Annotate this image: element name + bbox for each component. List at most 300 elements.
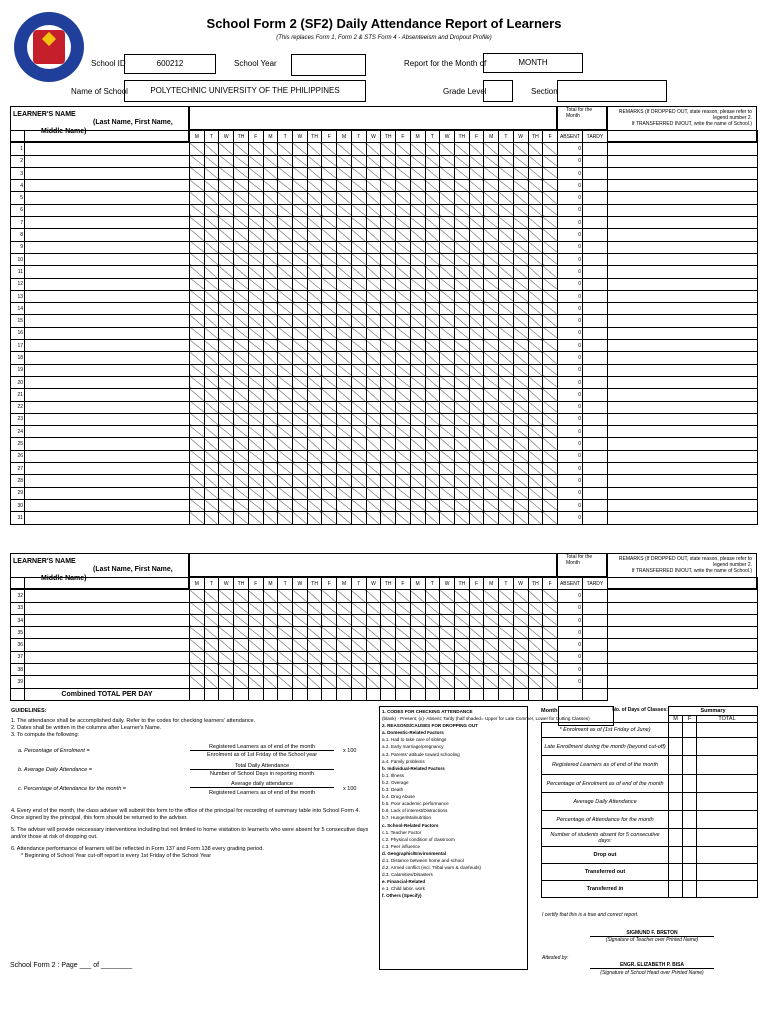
attendance-cell[interactable] xyxy=(410,241,425,253)
attendance-cell[interactable] xyxy=(440,253,455,265)
attendance-cell[interactable] xyxy=(190,204,205,216)
remarks-cell[interactable] xyxy=(607,303,757,315)
attendance-cell[interactable] xyxy=(499,192,514,204)
attendance-cell[interactable] xyxy=(322,475,337,487)
attendance-cell[interactable] xyxy=(469,167,484,179)
attendance-cell[interactable] xyxy=(396,340,411,352)
attendance-cell[interactable] xyxy=(381,241,396,253)
attendance-cell[interactable] xyxy=(263,327,278,339)
attendance-cell[interactable] xyxy=(366,340,381,352)
attendance-cell[interactable] xyxy=(219,499,234,511)
attendance-cell[interactable] xyxy=(219,512,234,524)
attendance-cell[interactable] xyxy=(322,426,337,438)
attendance-cell[interactable] xyxy=(263,376,278,388)
attendance-cell[interactable] xyxy=(513,192,528,204)
remarks-cell[interactable] xyxy=(607,639,757,651)
attendance-cell[interactable] xyxy=(204,241,219,253)
attendance-cell[interactable] xyxy=(263,627,278,639)
attendance-cell[interactable] xyxy=(381,463,396,475)
attendance-cell[interactable] xyxy=(396,253,411,265)
remarks-cell[interactable] xyxy=(607,426,757,438)
attendance-cell[interactable] xyxy=(543,676,558,688)
learner-name-cell[interactable] xyxy=(25,303,190,315)
attendance-cell[interactable] xyxy=(410,352,425,364)
remarks-cell[interactable] xyxy=(607,676,757,688)
attendance-cell[interactable] xyxy=(410,167,425,179)
attendance-cell[interactable] xyxy=(248,614,263,626)
attendance-cell[interactable] xyxy=(484,229,499,241)
attendance-cell[interactable] xyxy=(293,204,308,216)
attendance-cell[interactable] xyxy=(381,143,396,155)
attendance-cell[interactable] xyxy=(543,229,558,241)
learner-name-cell[interactable] xyxy=(25,651,190,663)
attendance-cell[interactable] xyxy=(410,438,425,450)
attendance-cell[interactable] xyxy=(543,602,558,614)
attendance-cell[interactable] xyxy=(528,241,543,253)
attendance-cell[interactable] xyxy=(337,590,352,602)
attendance-cell[interactable] xyxy=(440,639,455,651)
attendance-cell[interactable] xyxy=(204,676,219,688)
attendance-cell[interactable] xyxy=(322,352,337,364)
attendance-cell[interactable] xyxy=(219,364,234,376)
attendance-cell[interactable] xyxy=(322,278,337,290)
attendance-cell[interactable] xyxy=(440,241,455,253)
attendance-cell[interactable] xyxy=(528,639,543,651)
summary-total-cell[interactable] xyxy=(697,775,758,793)
attendance-cell[interactable] xyxy=(440,512,455,524)
attendance-cell[interactable] xyxy=(219,180,234,192)
attendance-cell[interactable] xyxy=(351,303,366,315)
attendance-cell[interactable] xyxy=(499,180,514,192)
attendance-cell[interactable] xyxy=(425,463,440,475)
attendance-cell[interactable] xyxy=(396,290,411,302)
attendance-cell[interactable] xyxy=(204,590,219,602)
attendance-cell[interactable] xyxy=(484,676,499,688)
attendance-cell[interactable] xyxy=(204,278,219,290)
attendance-cell[interactable] xyxy=(204,327,219,339)
tardy-count[interactable] xyxy=(582,676,607,688)
attendance-cell[interactable] xyxy=(322,167,337,179)
attendance-cell[interactable] xyxy=(425,664,440,676)
attendance-cell[interactable] xyxy=(440,676,455,688)
attendance-cell[interactable] xyxy=(351,167,366,179)
attendance-cell[interactable] xyxy=(410,651,425,663)
attendance-cell[interactable] xyxy=(204,303,219,315)
remarks-cell[interactable] xyxy=(607,155,757,167)
attendance-cell[interactable] xyxy=(204,290,219,302)
attendance-cell[interactable] xyxy=(351,676,366,688)
attendance-cell[interactable] xyxy=(381,217,396,229)
attendance-cell[interactable] xyxy=(190,266,205,278)
attendance-cell[interactable] xyxy=(307,590,322,602)
attendance-cell[interactable] xyxy=(513,278,528,290)
attendance-cell[interactable] xyxy=(204,364,219,376)
attendance-cell[interactable] xyxy=(469,241,484,253)
attendance-cell[interactable] xyxy=(484,143,499,155)
attendance-cell[interactable] xyxy=(307,167,322,179)
attendance-cell[interactable] xyxy=(204,664,219,676)
tardy-count[interactable] xyxy=(582,192,607,204)
attendance-cell[interactable] xyxy=(337,614,352,626)
attendance-cell[interactable] xyxy=(543,450,558,462)
attendance-cell[interactable] xyxy=(307,639,322,651)
attendance-cell[interactable] xyxy=(278,651,293,663)
summary-m-cell[interactable] xyxy=(669,738,683,756)
attendance-cell[interactable] xyxy=(396,217,411,229)
school-id-field[interactable]: 600212 xyxy=(124,54,216,74)
attendance-cell[interactable] xyxy=(234,614,249,626)
tardy-count[interactable] xyxy=(582,499,607,511)
attendance-cell[interactable] xyxy=(484,266,499,278)
remarks-cell[interactable] xyxy=(607,413,757,425)
attendance-cell[interactable] xyxy=(484,167,499,179)
attendance-cell[interactable] xyxy=(366,204,381,216)
attendance-cell[interactable] xyxy=(307,364,322,376)
attendance-cell[interactable] xyxy=(190,180,205,192)
attendance-cell[interactable] xyxy=(454,253,469,265)
attendance-cell[interactable] xyxy=(528,143,543,155)
attendance-cell[interactable] xyxy=(307,602,322,614)
attendance-cell[interactable] xyxy=(263,413,278,425)
attendance-cell[interactable] xyxy=(219,340,234,352)
learner-name-cell[interactable] xyxy=(25,590,190,602)
attendance-cell[interactable] xyxy=(381,253,396,265)
attendance-cell[interactable] xyxy=(410,487,425,499)
attendance-cell[interactable] xyxy=(248,229,263,241)
attendance-cell[interactable] xyxy=(248,217,263,229)
attendance-cell[interactable] xyxy=(307,180,322,192)
attendance-cell[interactable] xyxy=(190,253,205,265)
attendance-cell[interactable] xyxy=(484,438,499,450)
attendance-cell[interactable] xyxy=(469,389,484,401)
attendance-cell[interactable] xyxy=(543,327,558,339)
attendance-cell[interactable] xyxy=(293,499,308,511)
attendance-cell[interactable] xyxy=(381,487,396,499)
attendance-cell[interactable] xyxy=(513,401,528,413)
attendance-cell[interactable] xyxy=(278,389,293,401)
attendance-cell[interactable] xyxy=(484,315,499,327)
attendance-cell[interactable] xyxy=(543,278,558,290)
tardy-count[interactable] xyxy=(582,602,607,614)
attendance-cell[interactable] xyxy=(410,290,425,302)
attendance-cell[interactable] xyxy=(278,278,293,290)
attendance-cell[interactable] xyxy=(381,278,396,290)
attendance-cell[interactable] xyxy=(263,303,278,315)
attendance-cell[interactable] xyxy=(322,450,337,462)
attendance-cell[interactable] xyxy=(204,614,219,626)
attendance-cell[interactable] xyxy=(278,450,293,462)
attendance-cell[interactable] xyxy=(337,487,352,499)
attendance-cell[interactable] xyxy=(543,352,558,364)
attendance-cell[interactable] xyxy=(219,327,234,339)
attendance-cell[interactable] xyxy=(499,278,514,290)
attendance-cell[interactable] xyxy=(528,180,543,192)
attendance-cell[interactable] xyxy=(248,340,263,352)
remarks-cell[interactable] xyxy=(607,352,757,364)
attendance-cell[interactable] xyxy=(410,376,425,388)
attendance-cell[interactable] xyxy=(454,364,469,376)
tardy-count[interactable] xyxy=(582,438,607,450)
summary-total-cell[interactable] xyxy=(697,847,758,864)
attendance-cell[interactable] xyxy=(528,253,543,265)
remarks-cell[interactable] xyxy=(607,475,757,487)
learner-name-cell[interactable] xyxy=(25,401,190,413)
remarks-cell[interactable] xyxy=(607,664,757,676)
attendance-cell[interactable] xyxy=(337,376,352,388)
attendance-cell[interactable] xyxy=(219,229,234,241)
attendance-cell[interactable] xyxy=(396,376,411,388)
tardy-count[interactable] xyxy=(582,352,607,364)
attendance-cell[interactable] xyxy=(425,266,440,278)
attendance-cell[interactable] xyxy=(234,389,249,401)
attendance-cell[interactable] xyxy=(499,241,514,253)
attendance-cell[interactable] xyxy=(454,155,469,167)
attendance-cell[interactable] xyxy=(528,229,543,241)
attendance-cell[interactable] xyxy=(469,278,484,290)
attendance-cell[interactable] xyxy=(396,266,411,278)
attendance-cell[interactable] xyxy=(499,340,514,352)
attendance-cell[interactable] xyxy=(381,475,396,487)
attendance-cell[interactable] xyxy=(307,192,322,204)
attendance-cell[interactable] xyxy=(307,143,322,155)
attendance-cell[interactable] xyxy=(484,614,499,626)
attendance-cell[interactable] xyxy=(454,512,469,524)
attendance-cell[interactable] xyxy=(219,602,234,614)
attendance-cell[interactable] xyxy=(543,614,558,626)
attendance-cell[interactable] xyxy=(469,614,484,626)
attendance-cell[interactable] xyxy=(351,266,366,278)
attendance-cell[interactable] xyxy=(219,639,234,651)
attendance-cell[interactable] xyxy=(484,426,499,438)
attendance-cell[interactable] xyxy=(351,364,366,376)
attendance-cell[interactable] xyxy=(278,364,293,376)
attendance-cell[interactable] xyxy=(351,180,366,192)
attendance-cell[interactable] xyxy=(263,664,278,676)
attendance-cell[interactable] xyxy=(293,241,308,253)
attendance-cell[interactable] xyxy=(513,143,528,155)
attendance-cell[interactable] xyxy=(499,639,514,651)
attendance-cell[interactable] xyxy=(499,327,514,339)
attendance-cell[interactable] xyxy=(366,438,381,450)
attendance-cell[interactable] xyxy=(440,167,455,179)
learner-name-cell[interactable] xyxy=(25,676,190,688)
attendance-cell[interactable] xyxy=(425,450,440,462)
attendance-cell[interactable] xyxy=(469,499,484,511)
attendance-cell[interactable] xyxy=(234,303,249,315)
attendance-cell[interactable] xyxy=(204,143,219,155)
attendance-cell[interactable] xyxy=(513,389,528,401)
attendance-cell[interactable] xyxy=(322,192,337,204)
attendance-cell[interactable] xyxy=(248,512,263,524)
attendance-cell[interactable] xyxy=(396,426,411,438)
attendance-cell[interactable] xyxy=(528,364,543,376)
attendance-cell[interactable] xyxy=(513,651,528,663)
attendance-cell[interactable] xyxy=(469,376,484,388)
attendance-cell[interactable] xyxy=(234,192,249,204)
attendance-cell[interactable] xyxy=(396,590,411,602)
attendance-cell[interactable] xyxy=(337,352,352,364)
attendance-cell[interactable] xyxy=(263,438,278,450)
attendance-cell[interactable] xyxy=(440,401,455,413)
attendance-cell[interactable] xyxy=(543,487,558,499)
tardy-count[interactable] xyxy=(582,155,607,167)
attendance-cell[interactable] xyxy=(381,340,396,352)
attendance-cell[interactable] xyxy=(396,204,411,216)
summary-m-cell[interactable] xyxy=(669,829,683,847)
attendance-cell[interactable] xyxy=(528,413,543,425)
attendance-cell[interactable] xyxy=(293,290,308,302)
attendance-cell[interactable] xyxy=(307,664,322,676)
attendance-cell[interactable] xyxy=(484,278,499,290)
attendance-cell[interactable] xyxy=(366,364,381,376)
attendance-cell[interactable] xyxy=(293,590,308,602)
summary-f-cell[interactable] xyxy=(683,793,697,811)
attendance-cell[interactable] xyxy=(337,512,352,524)
learner-name-cell[interactable] xyxy=(25,266,190,278)
attendance-cell[interactable] xyxy=(204,376,219,388)
attendance-cell[interactable] xyxy=(351,290,366,302)
attendance-cell[interactable] xyxy=(190,438,205,450)
attendance-cell[interactable] xyxy=(499,167,514,179)
learner-name-cell[interactable] xyxy=(25,499,190,511)
attendance-cell[interactable] xyxy=(381,315,396,327)
attendance-cell[interactable] xyxy=(454,602,469,614)
attendance-cell[interactable] xyxy=(190,450,205,462)
attendance-cell[interactable] xyxy=(190,167,205,179)
attendance-cell[interactable] xyxy=(337,167,352,179)
attendance-cell[interactable] xyxy=(484,401,499,413)
attendance-cell[interactable] xyxy=(410,664,425,676)
attendance-cell[interactable] xyxy=(425,241,440,253)
attendance-cell[interactable] xyxy=(322,204,337,216)
attendance-cell[interactable] xyxy=(381,327,396,339)
attendance-cell[interactable] xyxy=(219,303,234,315)
attendance-cell[interactable] xyxy=(440,475,455,487)
attendance-cell[interactable] xyxy=(293,676,308,688)
attendance-cell[interactable] xyxy=(543,499,558,511)
attendance-cell[interactable] xyxy=(366,512,381,524)
attendance-cell[interactable] xyxy=(410,450,425,462)
attendance-cell[interactable] xyxy=(454,664,469,676)
attendance-cell[interactable] xyxy=(322,499,337,511)
attendance-cell[interactable] xyxy=(454,438,469,450)
attendance-cell[interactable] xyxy=(499,401,514,413)
attendance-cell[interactable] xyxy=(351,651,366,663)
attendance-cell[interactable] xyxy=(337,327,352,339)
attendance-cell[interactable] xyxy=(278,463,293,475)
attendance-cell[interactable] xyxy=(513,290,528,302)
attendance-cell[interactable] xyxy=(307,204,322,216)
attendance-cell[interactable] xyxy=(351,315,366,327)
attendance-cell[interactable] xyxy=(219,155,234,167)
attendance-cell[interactable] xyxy=(204,438,219,450)
attendance-cell[interactable] xyxy=(366,664,381,676)
attendance-cell[interactable] xyxy=(190,664,205,676)
attendance-cell[interactable] xyxy=(513,327,528,339)
attendance-cell[interactable] xyxy=(351,229,366,241)
attendance-cell[interactable] xyxy=(263,676,278,688)
attendance-cell[interactable] xyxy=(440,290,455,302)
attendance-cell[interactable] xyxy=(499,627,514,639)
attendance-cell[interactable] xyxy=(248,278,263,290)
attendance-cell[interactable] xyxy=(248,590,263,602)
attendance-cell[interactable] xyxy=(204,487,219,499)
learner-name-cell[interactable] xyxy=(25,487,190,499)
attendance-cell[interactable] xyxy=(307,340,322,352)
attendance-cell[interactable] xyxy=(234,651,249,663)
attendance-cell[interactable] xyxy=(190,401,205,413)
attendance-cell[interactable] xyxy=(543,376,558,388)
attendance-cell[interactable] xyxy=(351,487,366,499)
attendance-cell[interactable] xyxy=(307,229,322,241)
attendance-cell[interactable] xyxy=(293,376,308,388)
attendance-cell[interactable] xyxy=(366,426,381,438)
summary-total-cell[interactable] xyxy=(697,723,758,738)
attendance-cell[interactable] xyxy=(425,180,440,192)
attendance-cell[interactable] xyxy=(425,167,440,179)
attendance-cell[interactable] xyxy=(528,590,543,602)
attendance-cell[interactable] xyxy=(190,487,205,499)
attendance-cell[interactable] xyxy=(234,512,249,524)
remarks-cell[interactable] xyxy=(607,376,757,388)
attendance-cell[interactable] xyxy=(410,364,425,376)
attendance-cell[interactable] xyxy=(337,389,352,401)
attendance-cell[interactable] xyxy=(337,143,352,155)
remarks-cell[interactable] xyxy=(607,241,757,253)
tardy-count[interactable] xyxy=(582,376,607,388)
attendance-cell[interactable] xyxy=(469,155,484,167)
attendance-cell[interactable] xyxy=(499,602,514,614)
attendance-cell[interactable] xyxy=(190,290,205,302)
attendance-cell[interactable] xyxy=(263,143,278,155)
summary-m-cell[interactable] xyxy=(669,793,683,811)
learner-name-cell[interactable] xyxy=(25,602,190,614)
attendance-cell[interactable] xyxy=(381,590,396,602)
attendance-cell[interactable] xyxy=(278,499,293,511)
attendance-cell[interactable] xyxy=(263,340,278,352)
attendance-cell[interactable] xyxy=(337,278,352,290)
attendance-cell[interactable] xyxy=(528,463,543,475)
attendance-cell[interactable] xyxy=(204,389,219,401)
attendance-cell[interactable] xyxy=(351,278,366,290)
attendance-cell[interactable] xyxy=(543,180,558,192)
attendance-cell[interactable] xyxy=(410,204,425,216)
attendance-cell[interactable] xyxy=(278,475,293,487)
attendance-cell[interactable] xyxy=(396,602,411,614)
attendance-cell[interactable] xyxy=(410,389,425,401)
attendance-cell[interactable] xyxy=(484,413,499,425)
attendance-cell[interactable] xyxy=(337,450,352,462)
attendance-cell[interactable] xyxy=(381,303,396,315)
attendance-cell[interactable] xyxy=(307,450,322,462)
attendance-cell[interactable] xyxy=(543,192,558,204)
attendance-cell[interactable] xyxy=(381,401,396,413)
attendance-cell[interactable] xyxy=(425,364,440,376)
attendance-cell[interactable] xyxy=(396,315,411,327)
attendance-cell[interactable] xyxy=(381,426,396,438)
attendance-cell[interactable] xyxy=(396,155,411,167)
attendance-cell[interactable] xyxy=(248,376,263,388)
attendance-cell[interactable] xyxy=(454,590,469,602)
attendance-cell[interactable] xyxy=(190,413,205,425)
attendance-cell[interactable] xyxy=(469,463,484,475)
attendance-cell[interactable] xyxy=(381,290,396,302)
attendance-cell[interactable] xyxy=(528,315,543,327)
tardy-count[interactable] xyxy=(582,167,607,179)
attendance-cell[interactable] xyxy=(248,676,263,688)
attendance-cell[interactable] xyxy=(513,352,528,364)
attendance-cell[interactable] xyxy=(366,590,381,602)
